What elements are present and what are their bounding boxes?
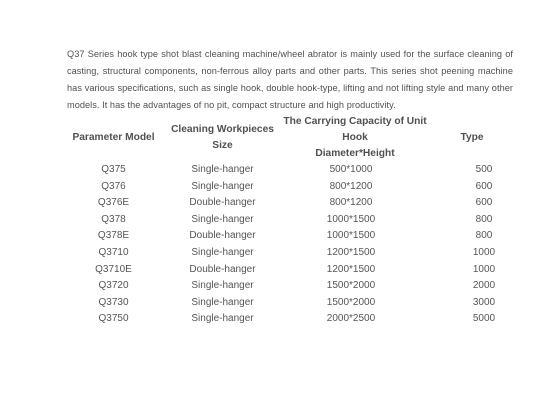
table-row: [62, 162, 514, 179]
table-row: [62, 212, 514, 229]
cell-dimension: 800*1200: [329, 197, 373, 209]
cell-model: Q3710: [98, 246, 129, 258]
cell-hanger: Single-hanger: [191, 180, 254, 192]
cell-hanger: Single-hanger: [191, 246, 254, 258]
cell-type: 600: [475, 180, 493, 192]
cell-hanger: Single-hanger: [191, 280, 254, 292]
table-row: [62, 195, 514, 212]
cell-hanger: Single-hanger: [191, 313, 254, 325]
header-cleaning-size: [165, 113, 280, 162]
cell-hanger: Single-hanger: [191, 296, 254, 308]
header-size-line2: Size: [212, 139, 233, 151]
cell-hanger: Double-hanger: [189, 197, 256, 209]
table-body: [62, 162, 514, 328]
header-capacity-line3: Diameter*Height: [315, 147, 395, 159]
cell-dimension: 800*1200: [329, 180, 373, 192]
cell-model: Q375: [101, 164, 126, 175]
cell-dimension: 2000*2500: [326, 313, 376, 325]
table-row: [62, 262, 514, 279]
header-type-text: Type: [460, 131, 484, 143]
cell-model: Q3750: [98, 313, 129, 325]
cell-hanger: Double-hanger: [189, 230, 256, 242]
cell-type: 1000: [472, 246, 496, 258]
cell-model: Q378: [101, 213, 126, 225]
cell-dimension: 1500*2000: [326, 296, 376, 308]
cell-model: Q3710E: [95, 263, 132, 275]
cell-type: 5000: [472, 313, 496, 325]
header-model-text: Parameter Model: [72, 131, 155, 143]
cell-model: Q376: [101, 180, 126, 192]
header-type: [430, 113, 514, 162]
header-row: [62, 113, 514, 162]
cell-type: 1000: [472, 263, 496, 275]
table-row: [62, 179, 514, 196]
cell-type: 2000: [472, 280, 496, 292]
cell-dimension: 1500*2000: [326, 280, 376, 292]
cell-model: Q3730: [98, 296, 129, 308]
header-parameter-model: [62, 113, 165, 162]
intro-paragraph: Q37 Series hook type shot blast cleaning machine/wheel abrator is mainly used for the surface cleaning of casting, structural components, non-ferrous alloy parts and other parts. This series shot peening machine has various specifications, such as single hook, double hook-type, lifting and not lifting style and many other models. It has the advantages of no pit, compact structure and high productivity.: [67, 49, 513, 111]
cell-model: Q378E: [97, 230, 130, 242]
cell-hanger: Single-hanger: [191, 164, 254, 175]
parameter-table: [62, 113, 514, 328]
header-capacity-line2: Hook: [342, 131, 368, 143]
cell-type: 600: [475, 197, 493, 209]
header-capacity-line1: The Carrying Capacity of Unit: [283, 115, 427, 127]
cell-type: 500: [475, 164, 493, 175]
table-row: [62, 228, 514, 245]
table-row: [62, 311, 514, 328]
cell-type: 800: [475, 213, 493, 225]
cell-dimension: 1000*1500: [326, 230, 376, 242]
cell-hanger: Double-hanger: [189, 263, 256, 275]
cell-dimension: 1000*1500: [326, 213, 376, 225]
cell-type: 800: [475, 230, 493, 242]
cell-type: 3000: [472, 296, 496, 308]
header-carrying-capacity: [280, 113, 430, 162]
table-row: [62, 295, 514, 312]
table-row: [62, 278, 514, 295]
header-size-line1: Cleaning Workpieces: [171, 123, 274, 135]
cell-dimension: 1200*1500: [326, 263, 376, 275]
cell-dimension: 1200*1500: [326, 246, 376, 258]
table-row: [62, 245, 514, 262]
cell-model: Q3720: [98, 280, 129, 292]
cell-dimension: 500*1000: [329, 164, 373, 175]
cell-model: Q376E: [97, 197, 130, 209]
cell-hanger: Single-hanger: [191, 213, 254, 225]
table-header: [62, 113, 514, 162]
